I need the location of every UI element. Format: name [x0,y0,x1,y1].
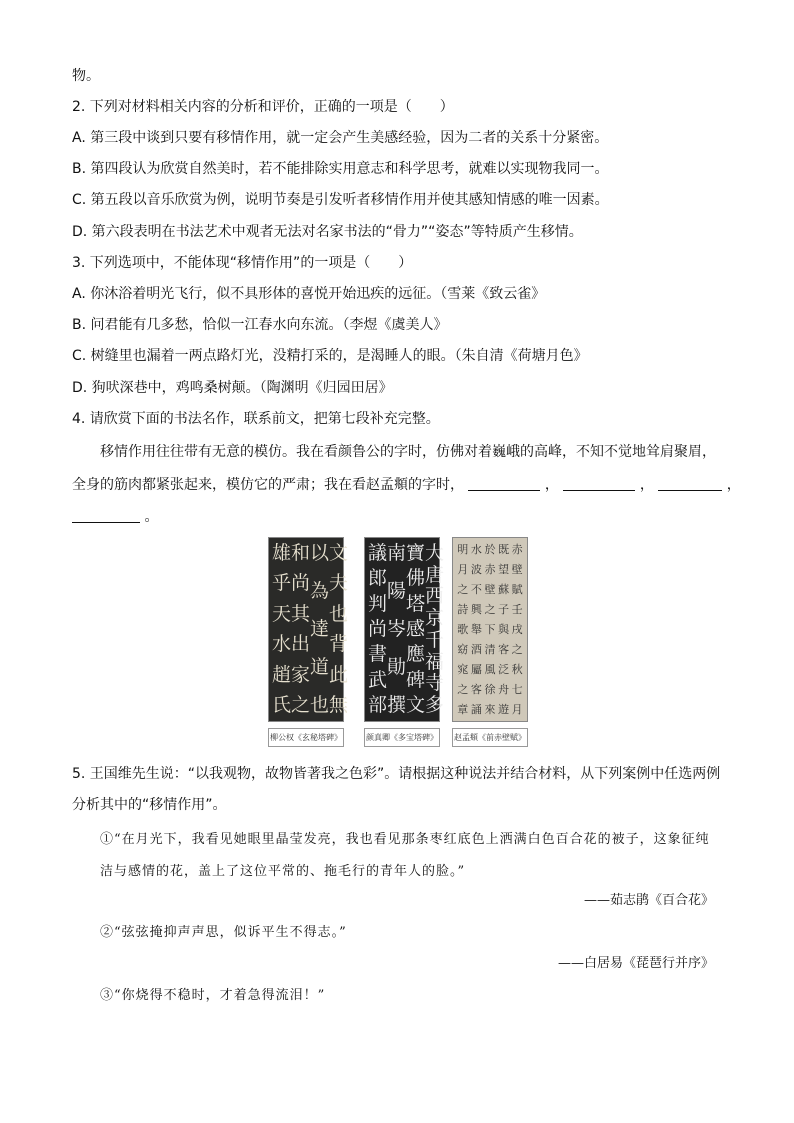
calligraphy-column [310,544,329,715]
calligraphy-character: 判 [368,592,388,615]
calligraphy-character: 清 [484,643,496,656]
calligraphy-character: 氏 [272,693,292,716]
calligraphy-character: 遊 [498,703,510,716]
question-4: 4. 请欣赏下面的书法名作，联系前文，把第七段补充完整。 [72,411,440,427]
q3-option-b: B. 问君能有几多愁，恰似一江春水向东流。（李煜《虞美人》 [72,317,448,333]
calligraphy-panel [268,537,349,722]
calligraphy-character: 屬 [470,663,482,676]
q2-option-a: A. 第三段中谈到只要有移情作用，就一定会产生美感经验，因为二者的关系十分紧密。 [72,130,609,146]
calligraphy-character: 唐 [425,563,445,586]
figure-caption: 颜真卿《多宝塔碑》 [364,728,440,747]
calligraphy-character: 客 [498,643,510,656]
calligraphy-character: 議 [368,542,388,564]
quote-2: ②“弦弦掩抑声声思，似诉平生不得志。” [100,925,347,940]
q3-option-c: C. 树缝里也漏着一两点路灯光，没精打采的，是渴睡人的眼。（朱自清《荷塘月色》 [72,348,588,364]
calligraphy-character: 趙 [272,663,292,686]
q2-option-d: D. 第六段表明在书法艺术中观者无法对名家书法的“骨力”“姿态”等特质产生移情。 [72,224,583,240]
quote-3: ③“你烧得不稳时，才着急得流泪！” [100,988,326,1003]
calligraphy-character: 誦 [470,703,482,716]
calligraphy-character: 歌 [457,623,469,636]
calligraphy-character: 京 [425,607,445,630]
calligraphy-character: 寶 [406,542,426,564]
calligraphy-character: 波 [470,563,482,576]
calligraphy-character: 其 [291,602,311,625]
calligraphy-character: 子 [498,603,510,616]
calligraphy-character: 舟 [498,683,510,696]
calligraphy-character: 之 [511,643,523,656]
calligraphy-character: 西 [425,585,445,608]
calligraphy-character: 窈 [457,643,469,656]
calligraphy-character: 明 [457,543,469,556]
calligraphy-character: 赤 [484,563,496,576]
calligraphy-character: 望 [498,563,510,576]
calligraphy-character: 文 [406,693,426,716]
calligraphy-character: 寺 [425,672,445,695]
paragraph-text: 全身的筋肉都紧张起来，模仿它的严肃；我在看赵孟頫的字时， [72,477,464,493]
calligraphy-character: 為 [310,580,330,602]
calligraphy-character: 水 [272,633,292,656]
calligraphy-character: 泛 [498,663,510,676]
calligraphy-character: 岑 [387,618,407,640]
calligraphy-character: 來 [484,703,496,716]
answer-blank-3[interactable] [658,476,722,491]
calligraphy-column [457,544,468,715]
quote-1-line-1: ①“在月光下，我看见她眼里晶莹发亮，我也看见那条枣红底色上洒满白色百合花的被子，这象征纯 [100,832,710,847]
calligraphy-character: 部 [368,693,388,716]
calligraphy-character: 月 [511,703,523,716]
calligraphy-character: 多 [425,693,445,716]
calligraphy-character: 舉 [470,623,482,636]
calligraphy-character: 赤 [511,543,523,556]
quote-1-line-2: 洁与感情的花，盖上了这位平常的、拖毛行的青年人的脸。” [100,864,466,879]
paragraph-line-1: 移情作用往往带有无意的模仿。我在看颜鲁公的字时，仿佛对着巍峨的高峰，不知不觉地耸肩聚眉， [100,444,716,460]
calligraphy-character: 章 [457,703,469,716]
calligraphy-character: 壬 [511,603,523,616]
question-5-line-1: 5. 王国维先生说：“以我观物，故物皆著我之色彩”。请根据这种说法并结合材料，从下列案例中任选两例 [72,766,721,782]
calligraphy-character: 之 [457,683,469,696]
calligraphy-character: 戌 [511,623,523,636]
calligraphy-character: 天 [272,602,292,625]
calligraphy-figure-yan [364,537,445,747]
calligraphy-character: 應 [406,643,426,666]
question-2: 2. 下列对材料相关内容的分析和评价，正确的一项是（ ） [72,99,454,115]
paragraph-end: 。 [144,509,159,525]
calligraphy-character: 大 [425,542,445,564]
calligraphy-character: 與 [498,623,510,636]
quote-2-source: ——白居易《琵琶行并序》 [557,956,714,971]
calligraphy-column [512,544,523,715]
calligraphy-character: 雄 [272,542,292,564]
calligraphy-character: 七 [511,683,523,696]
calligraphy-character: 夫 [329,572,349,595]
calligraphy-column [387,544,406,715]
calligraphy-character: 佛 [406,567,426,590]
calligraphy-character: 客 [470,683,482,696]
calligraphy-column [329,544,348,715]
calligraphy-character: 達 [310,618,330,640]
calligraphy-character: 勛 [387,656,407,678]
calligraphy-character: 詩 [457,603,469,616]
calligraphy-column [291,544,310,715]
calligraphy-character: 風 [484,663,496,676]
calligraphy-character: 興 [470,603,482,616]
q3-option-d: D. 狗吠深巷中，鸡鸣桑树颠。（陶渊明《归园田居》 [72,380,393,396]
calligraphy-character: 壁 [511,563,523,576]
calligraphy-character: 書 [368,643,388,666]
calligraphy-character: 感 [406,617,426,640]
paragraph-line-3 [72,507,158,527]
calligraphy-character: 尚 [368,617,388,640]
blank-comma: ， [544,477,559,493]
calligraphy-character: 之 [457,583,469,596]
answer-blank-4[interactable] [72,508,140,523]
calligraphy-column [368,544,387,715]
blank-comma: ， [726,477,741,493]
calligraphy-panel [364,537,445,722]
calligraphy-character: 賦 [511,583,523,596]
calligraphy-character: 福 [425,650,445,673]
quote-1-source: ——茹志鹃《百合花》 [583,893,714,908]
calligraphy-character: 乎 [272,572,292,595]
calligraphy-figure-liu [268,537,349,747]
calligraphy-character: 塔 [406,592,426,615]
blank-comma: ， [639,477,654,493]
calligraphy-character: 水 [470,543,482,556]
answer-blank-2[interactable] [563,476,635,491]
figure-caption: 柳公权《玄秘塔碑》 [268,728,344,747]
calligraphy-character: 不 [470,583,482,596]
calligraphy-character: 撰 [387,694,407,716]
answer-blank-1[interactable] [468,476,540,491]
calligraphy-character: 月 [457,563,469,576]
question-5-line-2: 分析其中的“移情作用”。 [72,797,227,813]
calligraphy-character: 既 [498,543,510,556]
calligraphy-character: 道 [310,656,330,678]
calligraphy-character: 蘇 [498,583,510,596]
calligraphy-character: 南 [387,542,407,564]
calligraphy-column [272,544,291,715]
calligraphy-character: 郎 [368,567,388,590]
q2-option-c: C. 第五段以音乐欣赏为例，说明节奏是引发听者移情作用并使其感知情感的唯一因素。 [72,192,609,208]
calligraphy-column [498,544,509,715]
calligraphy-character: 於 [484,543,496,556]
calligraphy-character: 以 [310,542,330,564]
calligraphy-character: 下 [484,623,496,636]
calligraphy-column [471,544,482,715]
calligraphy-character: 徐 [484,683,496,696]
calligraphy-panel [452,537,528,722]
calligraphy-character: 酒 [470,643,482,656]
calligraphy-character: 和 [291,542,311,564]
calligraphy-character: 陽 [387,580,407,602]
calligraphy-character: 家 [291,663,311,686]
paragraph-line-2 [72,475,741,495]
calligraphy-character: 窕 [457,663,469,676]
calligraphy-character: 尚 [291,572,311,595]
q3-option-a: A. 你沐浴着明光飞行，似不具形体的喜悦开始迅疾的远征。（雪莱《致云雀》 [72,286,546,302]
calligraphy-figure-zhao [452,537,528,747]
question-3: 3. 下列选项中，不能体现“移情作用”的一项是（ ） [72,255,413,271]
calligraphy-character: 出 [291,633,311,656]
calligraphy-character: 無 [329,693,349,716]
figure-caption: 赵孟頫《前赤壁赋》 [452,728,528,747]
prev-line-end: 物。 [72,68,100,84]
calligraphy-character: 也 [329,602,349,625]
calligraphy-character: 之 [291,693,311,716]
calligraphy-character: 也 [310,694,330,716]
calligraphy-character: 秋 [511,663,523,676]
calligraphy-column [484,544,495,715]
calligraphy-character: 千 [425,628,445,651]
calligraphy-character: 背 [329,633,349,656]
calligraphy-character: 碑 [406,668,426,691]
calligraphy-column [406,544,425,715]
calligraphy-character: 此 [329,663,349,686]
calligraphy-column [425,544,444,715]
calligraphy-character: 文 [329,542,349,564]
calligraphy-character: 之 [484,603,496,616]
calligraphy-character: 武 [368,668,388,691]
q2-option-b: B. 第四段认为欣赏自然美时，若不能排除实用意志和科学思考，就难以实现物我同一。 [72,161,609,177]
calligraphy-character: 壁 [484,583,496,596]
